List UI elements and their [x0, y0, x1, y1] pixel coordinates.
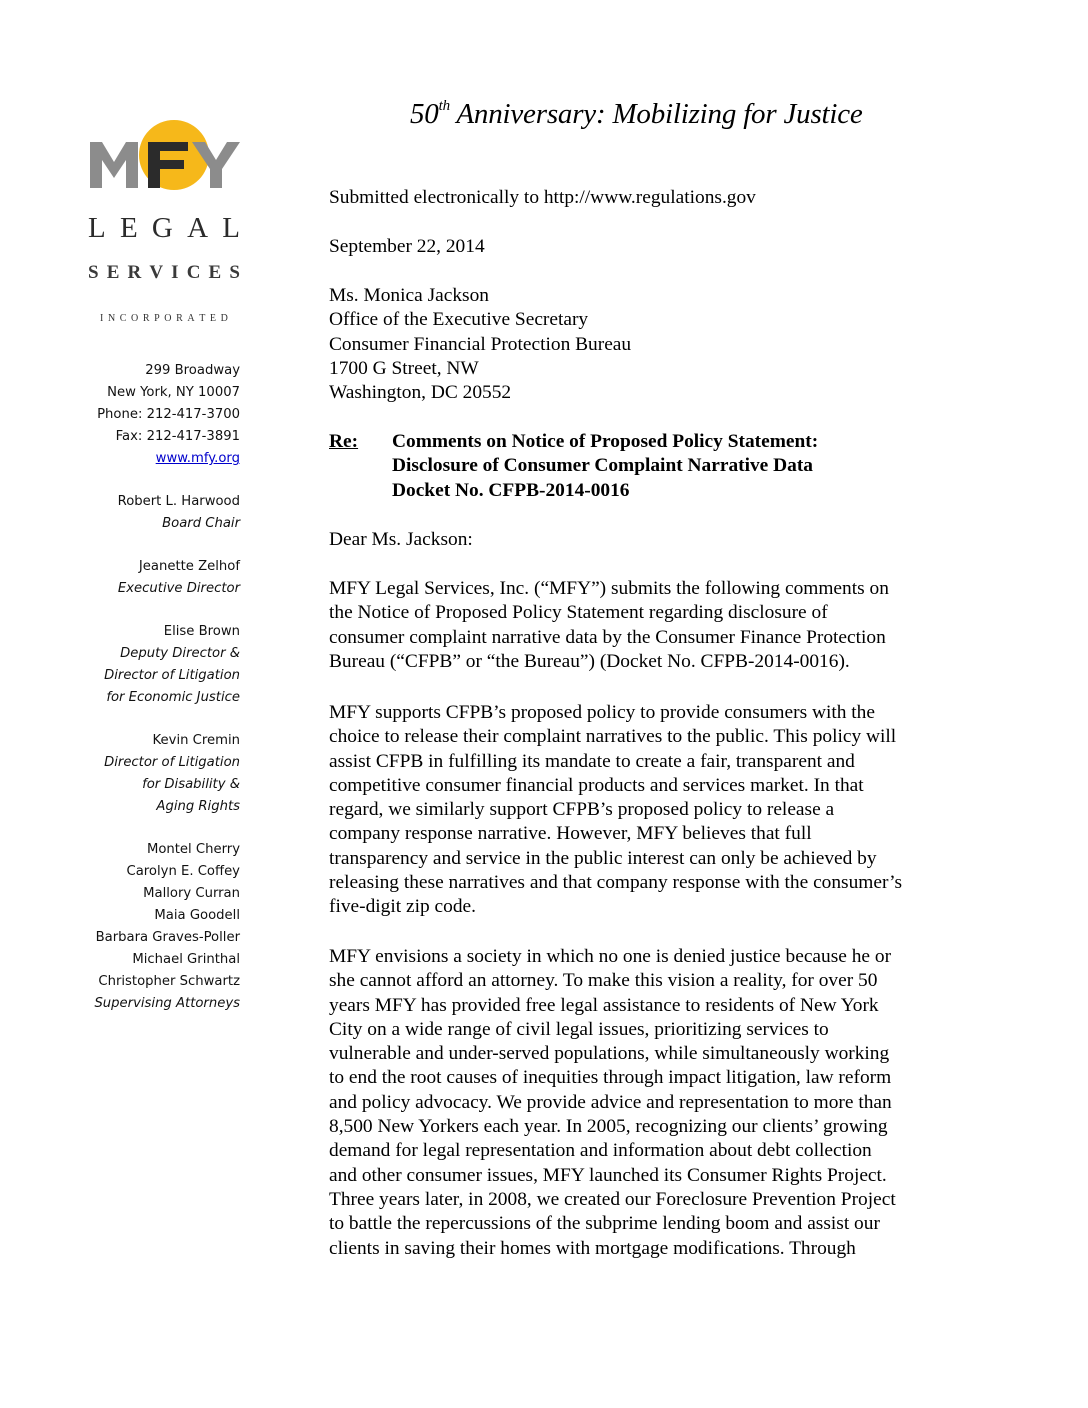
address-line: 1700 G Street, NW	[329, 357, 479, 379]
paragraph-line: MFY Legal Services, Inc. (“MFY”) submits the following comments on	[329, 578, 889, 599]
subject-line: Docket No. CFPB-2014-0016	[392, 479, 630, 501]
litigation-director-title: for Disability &	[142, 777, 240, 792]
executive-director-name: Jeanette Zelhof	[138, 559, 240, 574]
logo-letter: P	[154, 313, 160, 324]
recipient-address	[329, 284, 631, 405]
attorney-name: Barbara Graves-Poller	[95, 930, 240, 945]
attorney-name: Michael Grinthal	[132, 952, 240, 967]
tagline-text: Anniversary: Mobilizing for Justice	[449, 98, 863, 130]
litigation-director-name: Kevin Cremin	[152, 733, 240, 748]
address-line: Consumer Financial Protection Bureau	[329, 333, 632, 355]
logo-letter: L	[222, 212, 240, 244]
logo-word-incorporated	[100, 313, 228, 324]
paragraph-line: years MFY has provided free legal assistance to residents of New York	[329, 994, 879, 1016]
board-chair-title: Board Chair	[162, 516, 240, 531]
paragraph-line: transparency and service in the public interest can only be achieved by	[329, 847, 877, 869]
logo-letter: R	[176, 313, 183, 324]
letterhead-sidebar	[40, 360, 240, 1015]
attorney-name: Carolyn E. Coffey	[126, 864, 240, 879]
paragraph-line: clients in saving their homes with mortgage modifications. Through	[329, 1237, 856, 1259]
paragraph-line: MFY supports CFPB’s proposed policy to provide consumers with the	[329, 702, 875, 723]
attorney-name: Maia Goodell	[154, 908, 240, 923]
address-line: Washington, DC 20552	[329, 382, 512, 404]
logo-word-legal	[88, 212, 240, 245]
logo-letter: A	[187, 313, 195, 324]
website-link[interactable]: www.mfy.org	[155, 451, 240, 466]
mfy-logo	[88, 118, 243, 208]
logo-letter: I	[100, 313, 104, 324]
logo-letter: L	[88, 212, 106, 244]
board-chair-name: Robert L. Harwood	[117, 494, 240, 509]
deputy-director-title: for Economic Justice	[106, 690, 240, 705]
logo-letter: C	[119, 313, 127, 324]
letter-date: September 22, 2014	[329, 236, 485, 257]
attorney-name: Christopher Schwartz	[98, 974, 240, 989]
tagline-number: 50	[410, 98, 439, 130]
fax-line: Fax: 212-417-3891	[115, 429, 240, 444]
logo-letter: R	[127, 262, 142, 283]
logo-letter: S	[229, 262, 240, 283]
paragraph-line: City on a wide range of civil legal issues, prioritizing services to	[329, 1018, 829, 1040]
subject-block	[392, 430, 818, 503]
paragraph-line: 8,500 New Yorkers each year. In 2005, recognizing our clients’ growing	[329, 1116, 888, 1138]
attorney-name: Montel Cherry	[146, 842, 240, 857]
attorneys-title: Supervising Attorneys	[94, 996, 240, 1011]
paragraph-line: the Notice of Proposed Policy Statement regarding disclosure of	[329, 602, 828, 624]
paragraph-line: Three years later, in 2008, we created our Foreclosure Prevention Project	[329, 1188, 896, 1210]
address-line: Ms. Monica Jackson	[329, 285, 489, 306]
paragraph-line: five-digit zip code.	[329, 896, 476, 918]
logo-letter: T	[199, 313, 206, 324]
paragraph-line: competitive consumer financial products and services market. In that	[329, 774, 864, 796]
paragraph-line: company response narrative. However, MFY believes that full	[329, 823, 812, 845]
logo-letter: S	[88, 262, 99, 283]
paragraph-line: to end the root causes of inequities through impact litigation, law reform	[329, 1067, 892, 1089]
logo-letter: O	[131, 313, 139, 324]
tagline-superscript: th	[438, 98, 450, 114]
litigation-director-title: Aging Rights	[156, 799, 240, 814]
logo-letter: R	[142, 313, 150, 324]
paragraph-line: she cannot afford an attorney. To make this vision a reality, for over 50	[329, 970, 878, 992]
address-line: 299 Broadway	[145, 363, 240, 378]
paragraph-line: releasing these narratives and that company response with the consumer’s	[329, 872, 903, 894]
subject-line: Disclosure of Consumer Complaint Narrative Data	[392, 455, 813, 477]
paragraph-1	[329, 577, 889, 674]
logo-word-services	[88, 262, 240, 284]
paragraph-line: assist CFPB in fulfilling its mandate to create a fair, transparent and	[329, 750, 855, 772]
logo-letter: C	[186, 262, 201, 283]
executive-director-title: Executive Director	[117, 581, 240, 596]
paragraph-line: to battle the repercussions of the subprime lending boom and assist our	[329, 1213, 880, 1235]
paragraph-line: demand for legal representation and information about debt collection	[329, 1140, 872, 1162]
logo-letter: E	[208, 262, 222, 283]
subject-line: Comments on Notice of Proposed Policy Statement:	[392, 431, 819, 452]
paragraph-line: vulnerable and under-served populations, while simultaneously working	[329, 1043, 890, 1065]
logo-letter: D	[220, 313, 228, 324]
phone-line: Phone: 212-417-3700	[97, 407, 240, 422]
re-label: Re:	[329, 431, 359, 452]
paragraph-2	[329, 701, 902, 920]
logo-letter: G	[151, 212, 173, 244]
deputy-director-title: Director of Litigation	[104, 668, 240, 683]
logo-letter: I	[171, 262, 179, 283]
logo-letter: V	[149, 262, 164, 283]
attorney-name: Mallory Curran	[143, 886, 240, 901]
address-line: New York, NY 10007	[107, 385, 240, 400]
logo-letter: E	[106, 262, 120, 283]
logo-letter: E	[209, 313, 217, 324]
paragraph-line: and policy advocacy. We provide advice and representation to more than	[329, 1091, 892, 1113]
letterhead-tagline	[410, 98, 863, 131]
logo-letter-m	[90, 142, 138, 188]
logo-letter: E	[119, 212, 138, 244]
deputy-director-title: Deputy Director &	[120, 646, 240, 661]
paragraph-line: Bureau (“CFPB” or “the Bureau”) (Docket No. CFPB-2014-0016).	[329, 650, 850, 672]
paragraph-line: MFY envisions a society in which no one is denied justice because he or	[329, 946, 892, 967]
salutation: Dear Ms. Jackson:	[329, 529, 473, 550]
paragraph-line: choice to release their complaint narratives to the public. This policy will	[329, 726, 897, 748]
paragraph-3	[329, 945, 896, 1261]
litigation-director-title: Director of Litigation	[104, 755, 240, 770]
address-line: Office of the Executive Secretary	[329, 309, 589, 331]
deputy-director-name: Elise Brown	[163, 624, 240, 639]
logo-letter: A	[187, 212, 209, 244]
paragraph-line: and other consumer issues, MFY launched its Consumer Rights Project.	[329, 1164, 887, 1186]
logo-letter: N	[107, 313, 116, 324]
paragraph-line: consumer complaint narrative data by the Consumer Finance Protection	[329, 626, 886, 648]
paragraph-line: regard, we similarly support CFPB’s proposed policy to release a	[329, 799, 835, 821]
submission-note: Submitted electronically to http://www.regulations.gov	[329, 187, 756, 208]
logo-letter: O	[164, 313, 172, 324]
